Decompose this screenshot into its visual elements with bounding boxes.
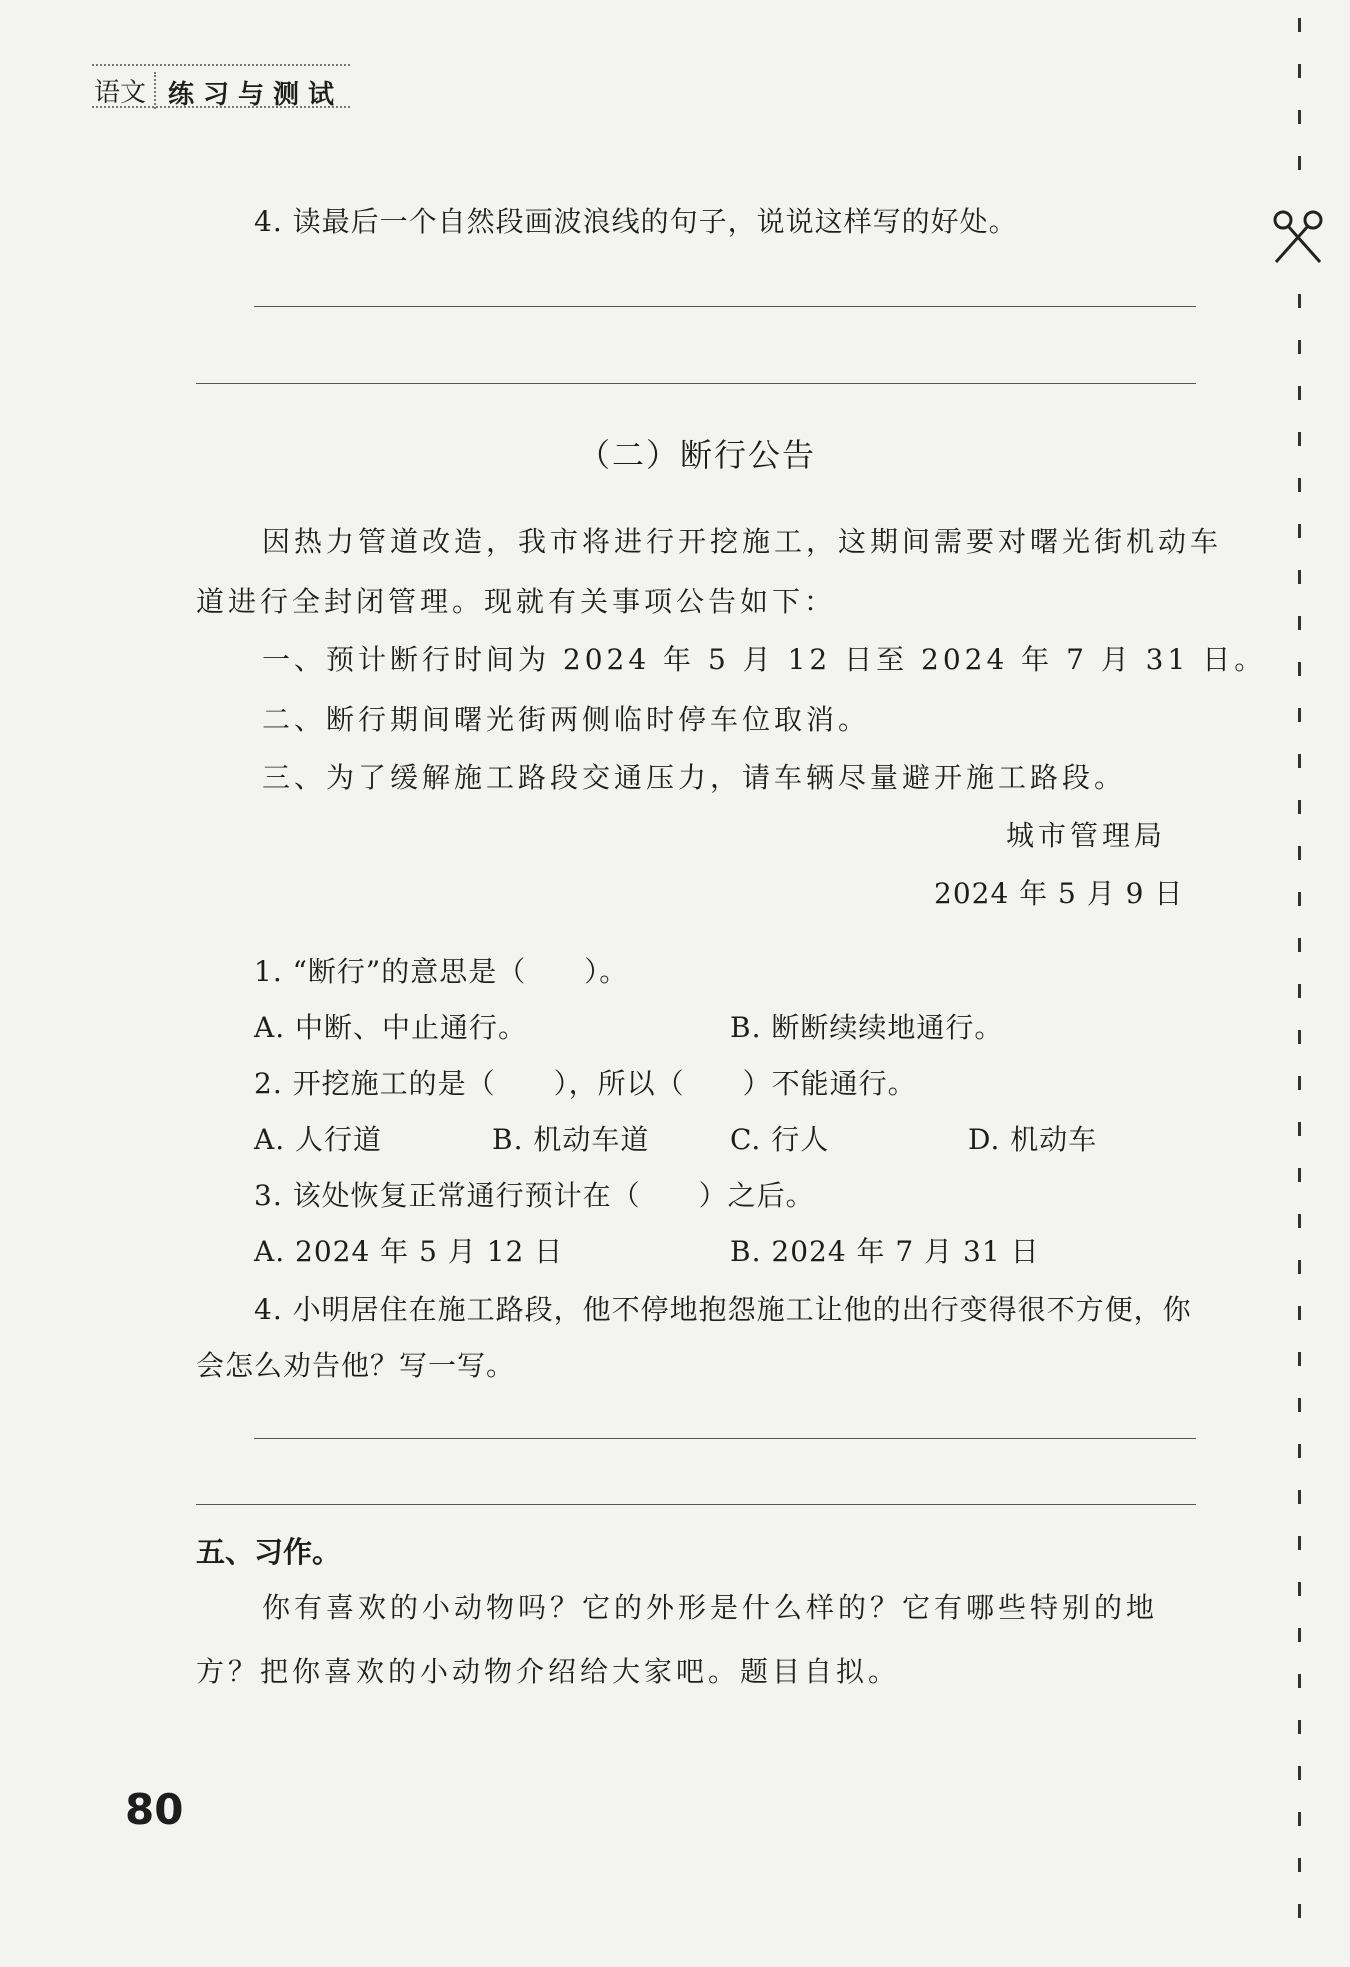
question-1-option-a: A. 中断、中止通行。 bbox=[254, 1011, 528, 1044]
cut-dash bbox=[1298, 18, 1301, 32]
cut-dash bbox=[1298, 478, 1301, 492]
question-1: 1. “断行”的意思是（ ）。 bbox=[254, 955, 629, 988]
cut-dash bbox=[1298, 892, 1301, 906]
cut-dash bbox=[1298, 1214, 1301, 1228]
cut-dash bbox=[1298, 110, 1301, 124]
question-2-option-c: C. 行人 bbox=[730, 1123, 830, 1156]
page-number: 80 bbox=[125, 1785, 184, 1834]
cut-dash bbox=[1298, 340, 1301, 354]
cut-dash bbox=[1298, 1168, 1301, 1182]
question-1-option-b: B. 断断续续地通行。 bbox=[730, 1011, 1004, 1044]
writing-prompt-line: 方？把你喜欢的小动物介绍给大家吧。题目自拟。 bbox=[196, 1655, 901, 1688]
cut-dash bbox=[1298, 1904, 1301, 1918]
cut-dash bbox=[1298, 708, 1301, 722]
cut-dash bbox=[1298, 1720, 1301, 1734]
question-2-option-d: D. 机动车 bbox=[968, 1123, 1098, 1156]
cut-dash bbox=[1298, 1030, 1301, 1044]
notice-issuer: 城市管理局 bbox=[1006, 819, 1167, 852]
cut-dash bbox=[1298, 432, 1301, 446]
notice-title: （二）断行公告 bbox=[578, 436, 817, 474]
question-3: 3. 该处恢复正常通行预计在（ ）之后。 bbox=[254, 1179, 815, 1212]
cut-dash bbox=[1298, 984, 1301, 998]
question-4-line: 4. 小明居住在施工路段，他不停地抱怨施工让他的出行变得很不方便，你 bbox=[254, 1293, 1192, 1326]
cut-dash bbox=[1298, 294, 1301, 308]
cut-dash bbox=[1298, 1076, 1301, 1090]
header-subject: 语文 bbox=[94, 72, 156, 109]
notice-paragraph-line: 因热力管道改造，我市将进行开挖施工，这期间需要对曙光街机动车 bbox=[262, 525, 1223, 558]
question-3-option-a: A. 2024 年 5 月 12 日 bbox=[254, 1235, 564, 1268]
cut-dash bbox=[1298, 1306, 1301, 1320]
scissors-icon bbox=[1268, 206, 1328, 266]
notice-item-2: 二、断行期间曙光街两侧临时停车位取消。 bbox=[262, 703, 871, 736]
notice-item-1: 一、预计断行时间为 2024 年 5 月 12 日至 2024 年 7 月 31 日。 bbox=[262, 643, 1267, 676]
cut-dash bbox=[1298, 1398, 1301, 1412]
cut-dash bbox=[1298, 570, 1301, 584]
cut-dash bbox=[1298, 1674, 1301, 1688]
question-4-line: 会怎么劝告他？写一写。 bbox=[196, 1349, 516, 1382]
cut-dash bbox=[1298, 64, 1301, 78]
section-heading: 五、习作。 bbox=[196, 1535, 342, 1569]
cut-dash bbox=[1298, 754, 1301, 768]
cut-dash bbox=[1298, 1122, 1301, 1136]
question-3-option-b: B. 2024 年 7 月 31 日 bbox=[730, 1235, 1040, 1268]
cut-dash bbox=[1298, 1858, 1301, 1872]
header-book-title: 练习与测试 bbox=[168, 80, 344, 110]
answer-line[interactable] bbox=[196, 383, 1196, 384]
answer-line[interactable] bbox=[254, 1438, 1196, 1439]
cut-dash bbox=[1298, 1260, 1301, 1274]
cut-dash bbox=[1298, 1812, 1301, 1826]
question-2-option-b: B. 机动车道 bbox=[492, 1123, 650, 1156]
cut-dash bbox=[1298, 1490, 1301, 1504]
notice-item-3: 三、为了缓解施工路段交通压力，请车辆尽量避开施工路段。 bbox=[262, 761, 1127, 794]
cut-dash bbox=[1298, 1536, 1301, 1550]
notice-date: 2024 年 5 月 9 日 bbox=[934, 877, 1184, 910]
cut-dash bbox=[1298, 800, 1301, 814]
cut-dash bbox=[1298, 616, 1301, 630]
answer-line[interactable] bbox=[254, 306, 1196, 307]
cut-dash bbox=[1298, 156, 1301, 170]
cut-dash bbox=[1298, 662, 1301, 676]
notice-paragraph-line: 道进行全封闭管理。现就有关事项公告如下： bbox=[196, 585, 837, 618]
cut-dash bbox=[1298, 1352, 1301, 1366]
cut-dash bbox=[1298, 524, 1301, 538]
cut-dash bbox=[1298, 1444, 1301, 1458]
writing-prompt-line: 你有喜欢的小动物吗？它的外形是什么样的？它有哪些特别的地 bbox=[262, 1591, 1159, 1624]
question-2: 2. 开挖施工的是（ ），所以（ ）不能通行。 bbox=[254, 1067, 917, 1100]
cut-dash bbox=[1298, 386, 1301, 400]
cut-dash bbox=[1298, 1628, 1301, 1642]
cut-dash bbox=[1298, 1582, 1301, 1596]
question-4-previous: 4. 读最后一个自然段画波浪线的句子，说说这样写的好处。 bbox=[254, 205, 1018, 238]
cut-dash bbox=[1298, 938, 1301, 952]
answer-line[interactable] bbox=[196, 1504, 1196, 1505]
cut-dash bbox=[1298, 1766, 1301, 1780]
cut-dash bbox=[1298, 846, 1301, 860]
question-2-option-a: A. 人行道 bbox=[254, 1123, 383, 1156]
